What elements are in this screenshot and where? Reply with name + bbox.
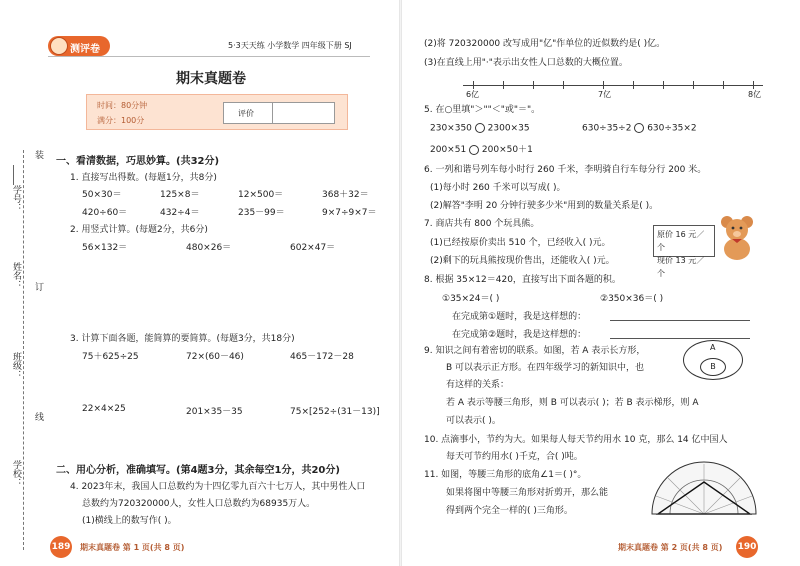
- q8-think1: 在完成第①题时，我是这样想的：: [452, 312, 587, 322]
- q10-line1: 10. 点滴事小，节约为大。如果每人每天节约用水 10 克，那么 14 亿中国人: [424, 435, 728, 445]
- answer-line[interactable]: [610, 338, 750, 339]
- q5-left: 230×350: [430, 123, 472, 134]
- binding-line: [23, 150, 24, 550]
- score-label: 满分：100分: [97, 116, 145, 125]
- brand-label: 测评卷: [70, 44, 100, 55]
- protractor-icon: [648, 458, 760, 518]
- number-line-tick: [603, 81, 604, 89]
- q2-item: 602×47＝: [290, 243, 336, 253]
- q5-right: 630÷35×2: [647, 123, 697, 134]
- binding-ding: 订: [35, 283, 45, 293]
- school-label: 学校：: [11, 460, 21, 487]
- q1-item: 12×500＝: [238, 190, 284, 200]
- compare-circle[interactable]: [634, 123, 644, 133]
- q11-line1: 11. 如图，等腰三角形的底角∠1＝( )°。: [424, 470, 587, 480]
- evaluation-label: 评价: [238, 109, 254, 118]
- q5-left: 630÷35÷2: [582, 123, 632, 134]
- series-label: 5·3天天练 小学数学 四年级下册 SJ: [228, 41, 352, 50]
- q5-prompt: 5. 在○里填"＞""＜"或"＝"。: [424, 105, 541, 115]
- header-rule: [48, 56, 370, 57]
- teddy-bear-icon: [718, 214, 756, 260]
- q4-line1: 4. 2023年末，我国人口总数约为十四亿零九百六十七万人，其中男性人口: [70, 482, 366, 492]
- q4-sub3: (3)在直线上用"·"表示出女性人口总数的大概位置。: [424, 58, 628, 68]
- q4-sub2: (2)将 720320000 改写成用"亿"作单位的近似数约是( )亿。: [424, 39, 666, 49]
- q6-sub1: (1)每小时 260 千米可以写成( )。: [430, 183, 566, 193]
- q3-prompt: 3. 计算下面各题，能简算的要简算。(每题3分，共18分): [70, 334, 295, 344]
- mascot-icon: [50, 37, 68, 55]
- number-line-tick: [473, 81, 474, 89]
- evaluation-divider: [272, 103, 273, 123]
- q1-prompt: 1. 直接写出得数。(每题1分，共8分): [70, 173, 217, 183]
- time-label: 时间：80分钟: [97, 101, 148, 110]
- q2-item: 56×132＝: [82, 243, 128, 253]
- q2-item: 480×26＝: [186, 243, 232, 253]
- q3-item: 72×(60－46): [186, 352, 244, 362]
- q1-item: 235－99＝: [238, 208, 285, 218]
- q8-line1: 8. 根据 35×12＝420，直接写出下面各题的积。: [424, 275, 621, 285]
- q1-item: 420÷60＝: [82, 208, 128, 218]
- student-number-line: [13, 165, 14, 185]
- q5-left: 200×51: [430, 145, 467, 155]
- q5-right: 2300×35: [487, 123, 530, 134]
- q1-item: 368＋32＝: [322, 190, 369, 200]
- q8-think2: 在完成第②题时，我是这样想的：: [452, 330, 587, 340]
- q5-item: [430, 123, 530, 134]
- number-line-label: 6亿: [466, 90, 480, 99]
- q8-item: ①35×24＝( ): [442, 294, 500, 304]
- number-line-tick: [533, 81, 534, 89]
- venn-inner: [700, 358, 726, 376]
- q9-line3: 有这样的关系：: [446, 380, 510, 390]
- q6-sub2: (2)解答"李明 20 分钟行驶多少米"用到的数量关系是( )。: [430, 201, 659, 211]
- section2-heading: 二、用心分析，准确填写。(第4题3分，其余每空1分，共20分): [56, 465, 340, 476]
- page-title: 期末真题卷: [176, 71, 246, 87]
- current-price: 现价 13 元／个: [657, 256, 705, 278]
- student-number-label: 学号：: [11, 185, 21, 212]
- binding-xian: 线: [35, 413, 45, 423]
- q1-item: 50×30＝: [82, 190, 122, 200]
- number-line-tick: [563, 81, 564, 89]
- q9-line4: 若 A 表示等腰三角形，则 B 可以表示( )；若 B 表示梯形，则 A: [446, 398, 699, 408]
- q2-prompt: 2. 用竖式计算。(每题2分，共6分): [70, 225, 208, 235]
- q5-item: [430, 142, 533, 155]
- number-line-label: 7亿: [598, 90, 612, 99]
- number-line-tick: [723, 81, 724, 89]
- q3-item: 75＋625÷25: [82, 352, 139, 362]
- name-label: 姓名：: [11, 262, 21, 289]
- q3-item: 22×4×25: [82, 404, 126, 414]
- binding-zhuang: 装: [35, 151, 45, 161]
- evaluation-box: [223, 102, 335, 124]
- number-line-tick: [753, 81, 754, 89]
- footer-text: 期末真题卷 第 1 页(共 8 页): [80, 543, 185, 552]
- q7-sub1: (1)已经按原价卖出 510 个，已经收入( )元。: [430, 238, 611, 248]
- q5-item: [582, 123, 697, 134]
- q5-right: 200×50＋1: [481, 145, 533, 155]
- q10-line2: 每天可节约用水( )千克，合( )吨。: [446, 452, 583, 462]
- compare-circle[interactable]: [475, 123, 485, 133]
- footer-text: 期末真题卷 第 2 页(共 8 页): [618, 543, 723, 552]
- q1-item: 125×8＝: [160, 190, 200, 200]
- q7-sub2: (2)剩下的玩具熊按现价售出，还能收入( )元。: [430, 256, 615, 266]
- q1-item: 432÷4＝: [160, 208, 200, 218]
- q3-item: 75×[252÷(31－13)]: [290, 407, 380, 417]
- venn-label-b: B: [710, 362, 716, 371]
- q1-item: 9×7÷9×7＝: [322, 208, 377, 218]
- number-line[interactable]: [463, 85, 763, 86]
- page-number-badge: 190: [736, 536, 758, 558]
- number-line-tick: [633, 81, 634, 89]
- number-line-tick: [503, 81, 504, 89]
- q3-item: 201×35－35: [186, 407, 243, 417]
- number-line-tick: [663, 81, 664, 89]
- venn-label-a: A: [710, 343, 716, 352]
- brand-badge: [48, 36, 110, 56]
- q3-item: 465－172－28: [290, 352, 354, 362]
- q4-sub1: (1)横线上的数写作( )。: [82, 516, 177, 526]
- number-line-label: 8亿: [748, 90, 762, 99]
- q6-line1: 6. 一列和谐号列车每小时行 260 千米，李明骑自行车每分行 200 米。: [424, 165, 707, 175]
- book-spine: [399, 0, 402, 566]
- q9-line5: 可以表示( )。: [446, 416, 501, 426]
- page-number-badge: 189: [50, 536, 72, 558]
- compare-circle[interactable]: [469, 145, 479, 155]
- q9-line1: 9. 知识之间有着密切的联系。如图，若 A 表示长方形，: [424, 346, 646, 356]
- number-line-tick: [693, 81, 694, 89]
- exam-info-box: [86, 94, 348, 130]
- original-price: 原价 16 元／个: [657, 230, 705, 252]
- q4-line2: 总数约为720320000人，女性人口总数约为68935万人。: [82, 499, 316, 509]
- q11-line3: 得到两个完全一样的( )三角形。: [446, 506, 573, 516]
- answer-line[interactable]: [610, 320, 750, 321]
- q11-line2: 如果将图中等腰三角形对折剪开，那么能: [446, 488, 609, 498]
- section1-heading: 一、看清数据，巧思妙算。(共32分): [56, 156, 220, 167]
- q7-line1: 7. 商店共有 800 个玩具熊。: [424, 219, 540, 229]
- class-label: 班级：: [11, 352, 21, 379]
- q9-line2: B 可以表示正方形。在四年级学习的新知识中，也: [446, 363, 645, 373]
- price-tag: [653, 225, 715, 278]
- q8-item: ②350×36＝( ): [600, 294, 664, 304]
